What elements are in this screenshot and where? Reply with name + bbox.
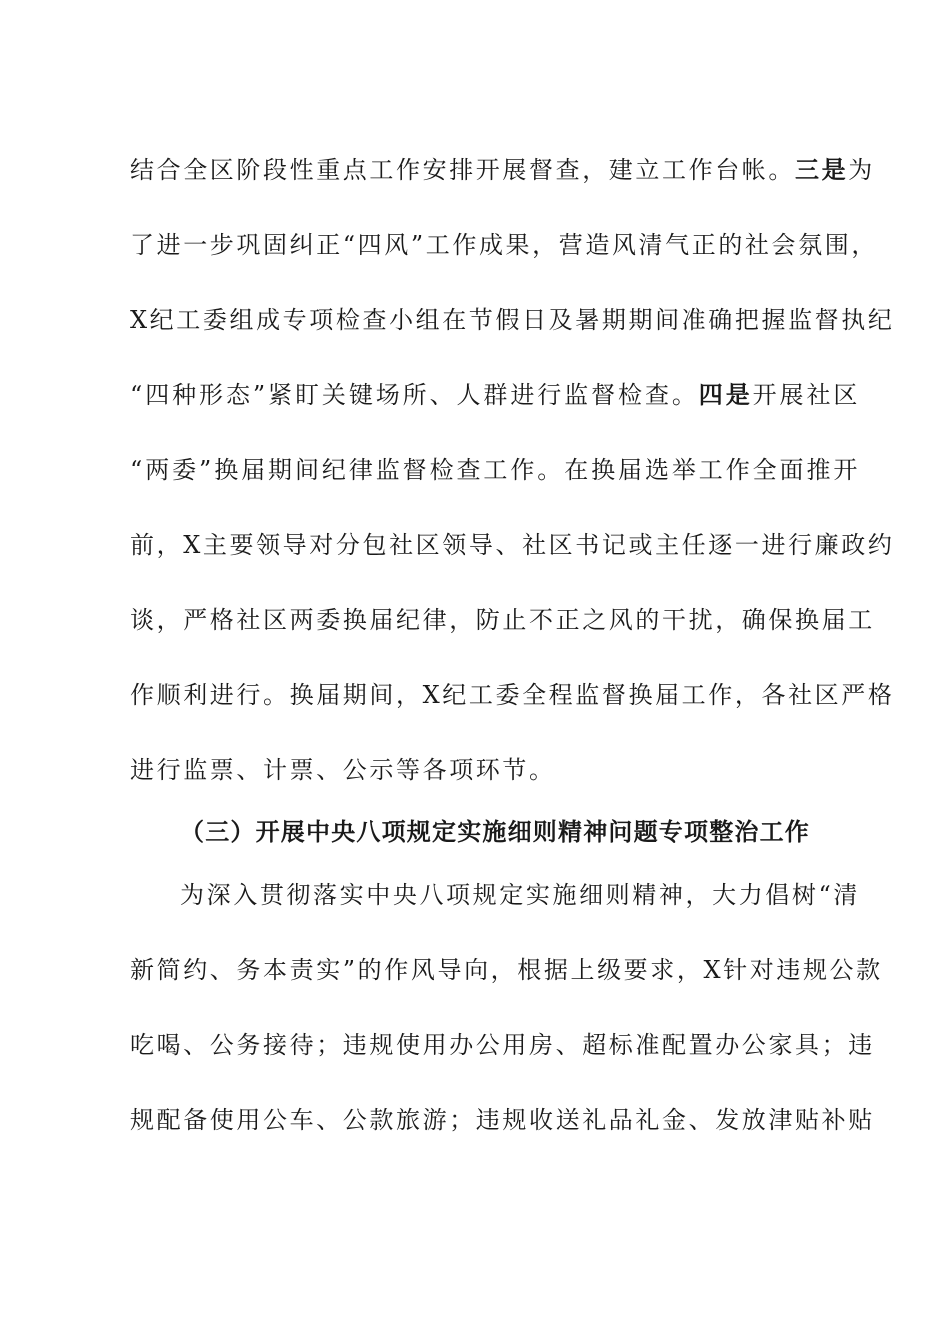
section-heading: （三）开展中央八项规定实施细则精神问题专项整治工作 (180, 818, 810, 846)
text-line-5: “两委”换届期间纪律监督检查工作。在换届选举工作全面推开 (130, 456, 860, 484)
line-1-part-c: 为 (848, 156, 875, 184)
keyword-si-shi: 四是 (698, 381, 753, 409)
text-line-7: 谈，严格社区两委换届纪律，防止不正之风的干扰，确保换届工 (130, 606, 875, 634)
text-line-6: 前，X主要领导对分包社区领导、社区书记或主任逐一进行廉政约 (130, 531, 895, 559)
text-line-4 (130, 380, 860, 410)
paragraph-2-line-3: 吃喝、公务接待；违规使用办公用房、超标准配置办公家具；违 (130, 1031, 875, 1059)
text-line-2: 了进一步巩固纠正“四风”工作成果，营造风清气正的社会氛围， (130, 231, 878, 259)
line-4-part-c: 开展社区 (752, 381, 860, 409)
line-4-part-a: “四种形态”紧盯关键场所、人群进行监督检查。 (130, 381, 699, 409)
line-1-part-a: 结合全区阶段性重点工作安排开展督查，建立工作台帐。 (130, 156, 795, 184)
keyword-san-shi: 三是 (795, 156, 849, 184)
text-line-3: X纪工委组成专项检查小组在节假日及暑期期间准确把握监督执纪 (130, 306, 895, 334)
paragraph-2-line-1: 为深入贯彻落实中央八项规定实施细则精神，大力倡树“清 (180, 881, 860, 909)
paragraph-2-line-2: 新简约、务本责实”的作风导向，根据上级要求，X针对违规公款 (130, 956, 883, 984)
text-line-1 (130, 155, 875, 185)
paragraph-2-line-4: 规配备使用公车、公款旅游；违规收送礼品礼金、发放津贴补贴 (130, 1106, 875, 1134)
text-line-8: 作顺利进行。换届期间，X纪工委全程监督换届工作，各社区严格 (130, 681, 895, 709)
text-line-9: 进行监票、计票、公示等各项环节。 (130, 756, 556, 784)
